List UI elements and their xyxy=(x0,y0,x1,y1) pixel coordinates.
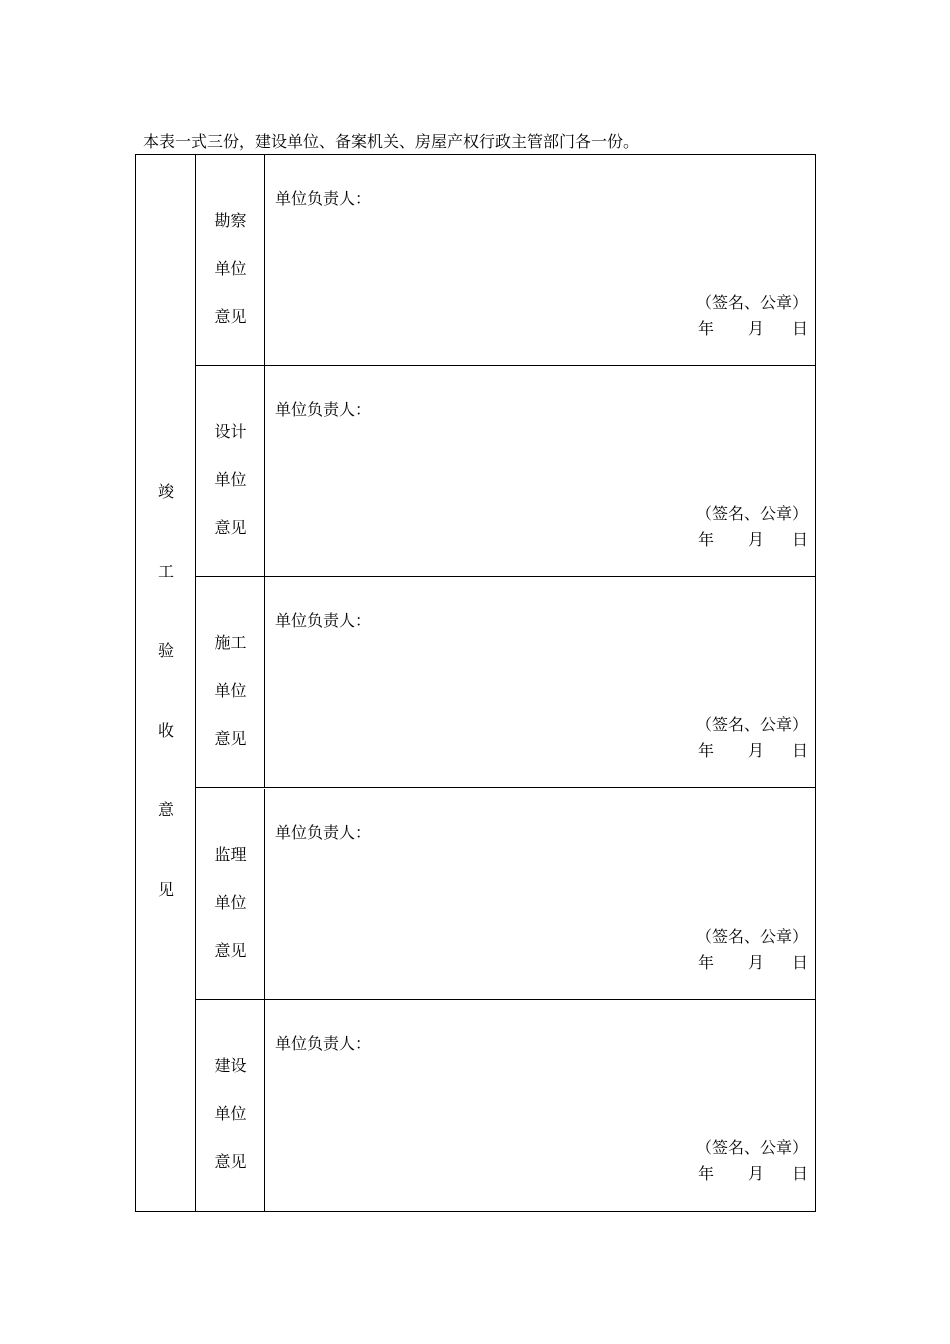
unit-label-line: 意见 xyxy=(214,941,247,960)
day-label: 日 xyxy=(792,953,809,972)
unit-label-line: 单位 xyxy=(214,681,247,700)
year-label: 年 xyxy=(698,530,715,549)
unit-label-line: 意见 xyxy=(214,307,247,326)
survey-unit-label xyxy=(196,155,265,365)
owner-opinion-field[interactable] xyxy=(265,1000,816,1211)
survey-unit-row xyxy=(196,155,816,366)
unit-label-line: 意见 xyxy=(214,518,247,537)
supervision-unit-row xyxy=(196,789,816,1000)
unit-label-line: 意见 xyxy=(214,1152,247,1171)
owner-unit-label xyxy=(196,1000,265,1211)
date-line xyxy=(698,953,808,973)
main-label-char: 竣 xyxy=(157,482,174,501)
year-label: 年 xyxy=(698,1164,715,1183)
supervision-opinion-field[interactable] xyxy=(265,789,816,999)
signature-seal-label: （签名、公章） xyxy=(696,504,809,523)
month-label: 月 xyxy=(748,741,765,760)
date-line xyxy=(698,530,808,550)
form-note: 本表一式三份，建设单位、备案机关、房屋产权行政主管部门各一份。 xyxy=(143,132,640,151)
month-label: 月 xyxy=(748,1164,765,1183)
signature-seal-label: （签名、公章） xyxy=(696,293,809,312)
unit-label-line: 勘察 xyxy=(214,211,247,230)
day-label: 日 xyxy=(792,741,809,760)
unit-label-line: 施工 xyxy=(214,633,247,652)
unit-label-line: 单位 xyxy=(214,1104,247,1123)
main-label-char: 验 xyxy=(157,641,174,660)
main-label-char: 意 xyxy=(157,800,174,819)
completion-acceptance-form xyxy=(135,154,816,1212)
construction-unit-row xyxy=(196,577,816,788)
main-label-char: 收 xyxy=(157,721,174,740)
unit-label-line: 监理 xyxy=(214,845,247,864)
date-line xyxy=(698,319,808,339)
unit-label-line: 单位 xyxy=(214,470,247,489)
unit-label-line: 意见 xyxy=(214,729,247,748)
design-opinion-field[interactable] xyxy=(265,366,816,576)
main-label-char: 见 xyxy=(157,880,174,899)
unit-label-line: 单位 xyxy=(214,259,247,278)
year-label: 年 xyxy=(698,953,715,972)
day-label: 日 xyxy=(792,319,809,338)
day-label: 日 xyxy=(792,1164,809,1183)
unit-label-line: 建设 xyxy=(214,1056,247,1075)
construction-unit-label xyxy=(196,577,265,787)
supervision-unit-label xyxy=(196,789,265,999)
main-label-char: 工 xyxy=(157,562,174,581)
day-label: 日 xyxy=(792,530,809,549)
year-label: 年 xyxy=(698,319,715,338)
month-label: 月 xyxy=(748,530,765,549)
signature-seal-label: （签名、公章） xyxy=(696,715,809,734)
date-line xyxy=(698,741,808,761)
month-label: 月 xyxy=(748,319,765,338)
unit-label-line: 单位 xyxy=(214,893,247,912)
responsible-person-label: 单位负责人： xyxy=(275,400,372,419)
responsible-person-label: 单位负责人： xyxy=(275,823,372,842)
month-label: 月 xyxy=(748,953,765,972)
design-unit-label xyxy=(196,366,265,576)
year-label: 年 xyxy=(698,741,715,760)
design-unit-row xyxy=(196,366,816,577)
completion-acceptance-label xyxy=(136,155,196,1211)
responsible-person-label: 单位负责人： xyxy=(275,189,372,208)
survey-opinion-field[interactable] xyxy=(265,155,816,365)
responsible-person-label: 单位负责人： xyxy=(275,1034,372,1053)
responsible-person-label: 单位负责人： xyxy=(275,611,372,630)
owner-unit-row xyxy=(196,1000,816,1211)
signature-seal-label: （签名、公章） xyxy=(696,1138,809,1157)
date-line xyxy=(698,1164,808,1184)
signature-seal-label: （签名、公章） xyxy=(696,927,809,946)
construction-opinion-field[interactable] xyxy=(265,577,816,787)
opinion-rows xyxy=(196,155,816,1211)
unit-label-line: 设计 xyxy=(214,422,247,441)
